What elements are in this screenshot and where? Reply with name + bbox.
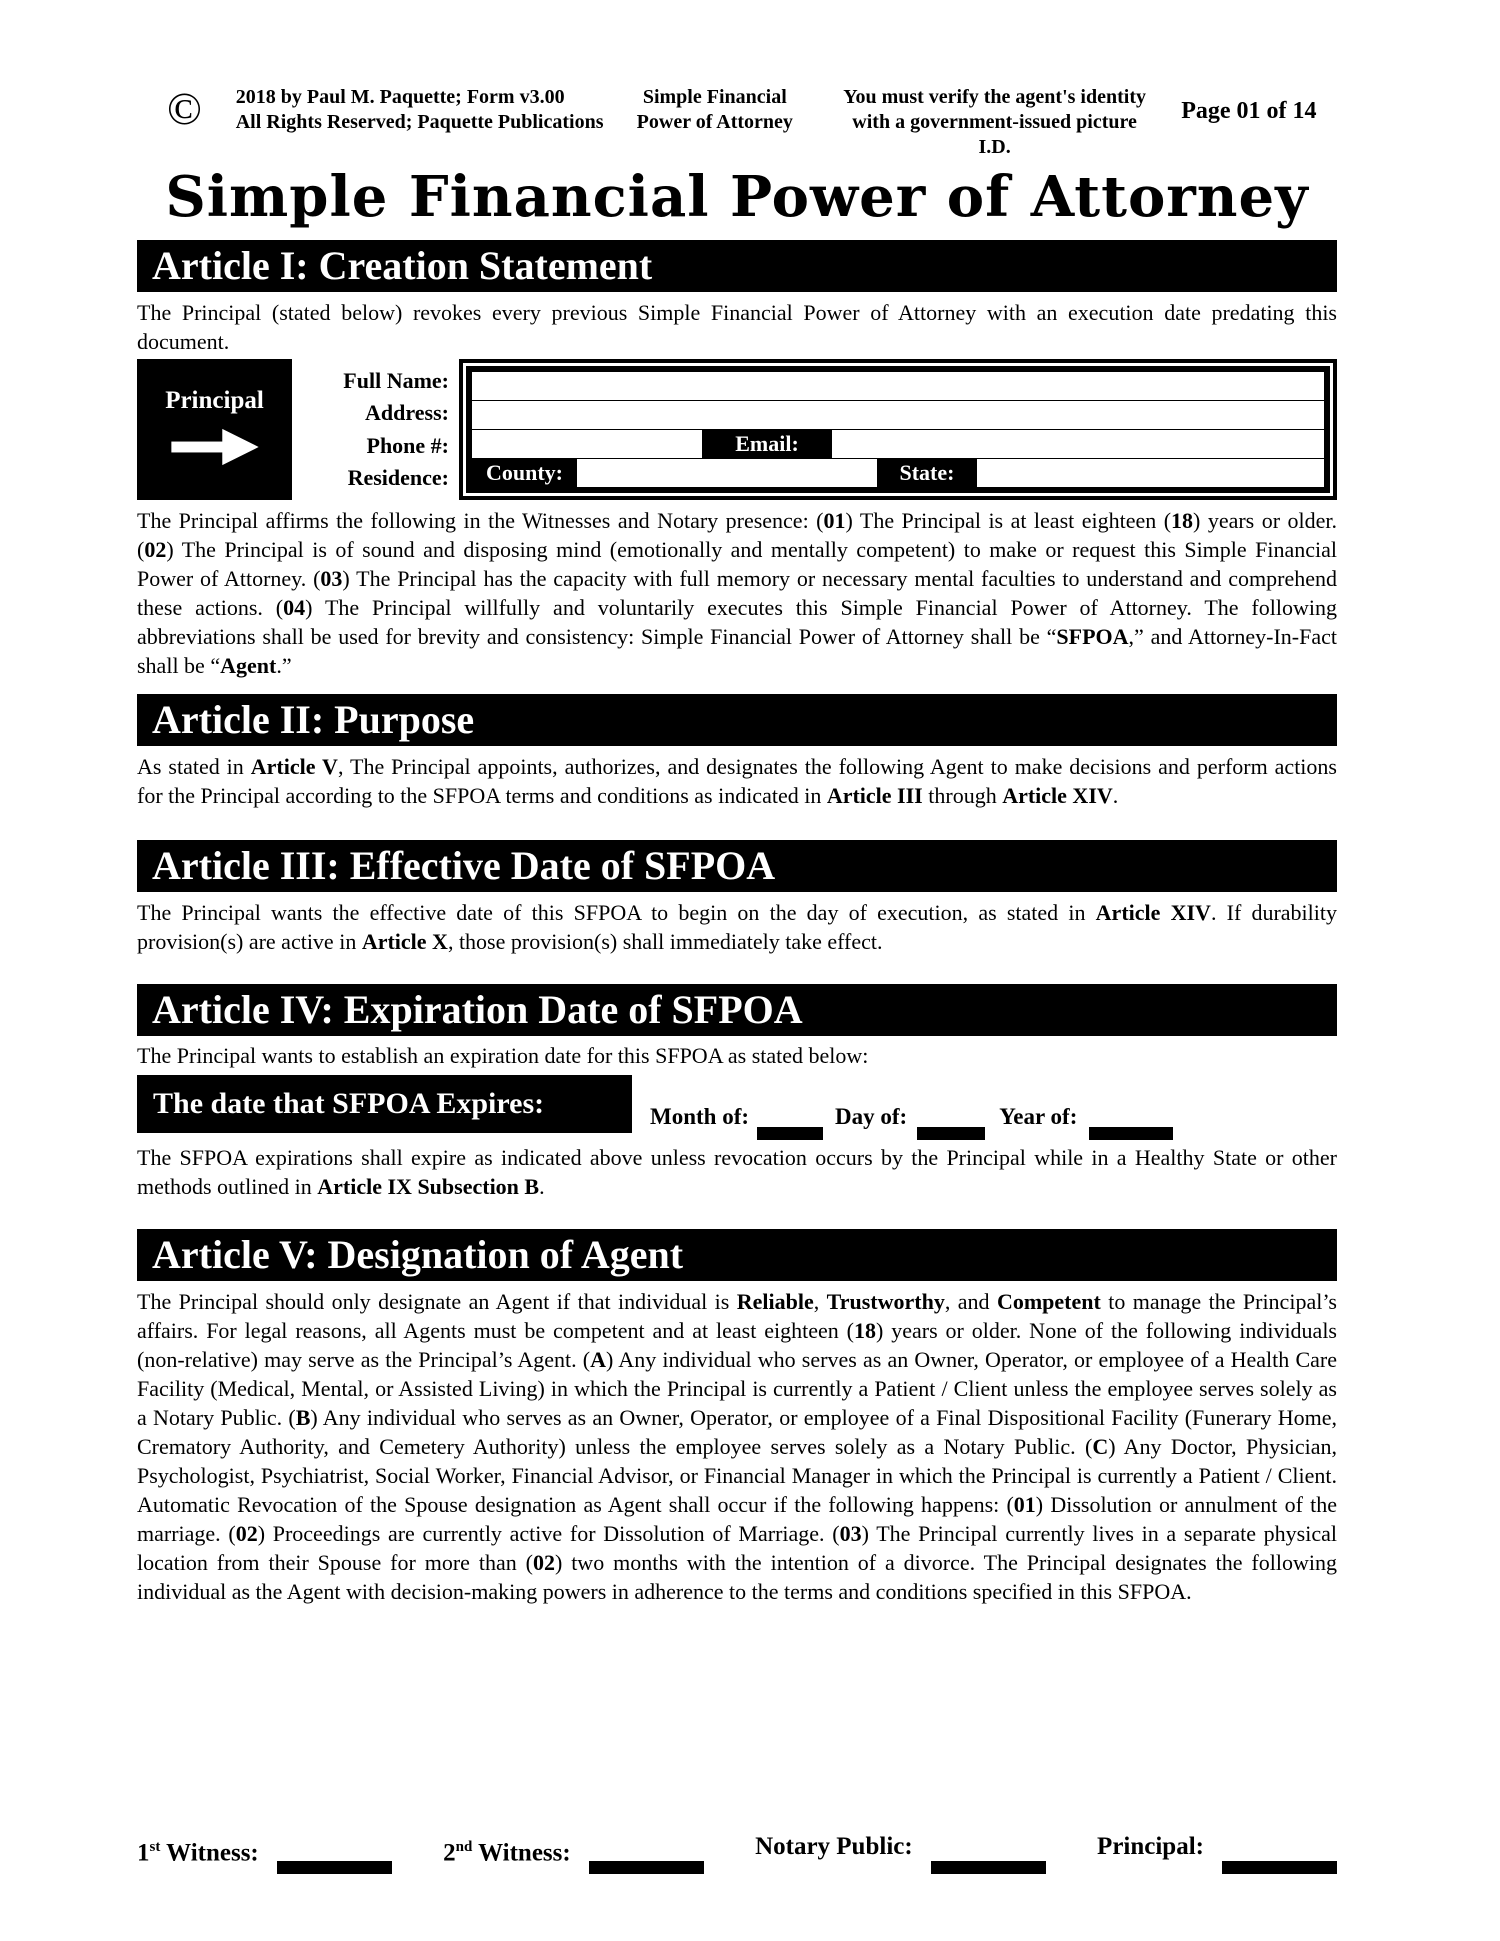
arrow-right-icon [169,427,261,472]
header-verify-line1: You must verify the agent's identity [843,86,1146,108]
document-title: Simple Financial Power of Attorney [165,164,1309,230]
article5-paragraph: The Principal should only designate an Agent if that individual is Reliable, Trustworthy, and Competent to manage the Principal’s affairs. For legal reasons, all Agents must be competent and at least eighteen (18) years or older. None of the following individuals (non-relative) may serve as the Principal’s Agent. (A) Any individual who serves as an Owner, Operator, or employee of a Health Care Facility (Medical, Mental, or Assisted Living) in which the Principal is currently a Patient / Client unless the employee serves solely as a Notary Public. (B) Any individual who serves as an Owner, Operator, or employee of a Final Dispositional Facility (Funerary Home, Crematory Authority, and Cemetery Authority) unless the employee serves solely as a Notary Public. (C) Any Doctor, Physician, Psychologist, Psychiatrist, Social Worker, Financial Advisor, or Financial Manager in which the Principal is currently a Patient / Client. Automatic Revocation of the Spouse designation as Agent shall occur if the following happens: (01) Dissolution or annulment of the marriage. (02) Proceedings are currently active for Dissolution of Marriage. (03) The Principal currently lives in a separate physical location from their Spouse for more than (02) two months with the intention of a divorce. The Principal designates the following individual as the Agent with decision-making powers in adherence to the terms and conditions specified in this SFPOA. [137,1289,1338,1604]
header-copyright-text [236,85,608,160]
email-label: Email: [735,431,799,456]
principal-signature-label: Principal: [1097,1833,1204,1860]
full-name-label: Full Name: [343,368,449,393]
month-of-label: Month of: [650,1104,750,1129]
residence-row [472,459,1324,487]
state-input[interactable] [977,459,1324,487]
witness1-signature-line[interactable] [277,1861,392,1874]
phone-label: Phone #: [366,432,449,458]
header-verify-notice [834,85,1155,160]
email-input[interactable] [832,430,1324,458]
witness2-signature-line[interactable] [589,1861,704,1874]
article3-heading: Article III: Effective Date of SFPOA [137,840,1337,892]
principal-side-label-box [137,359,292,500]
year-of-label: Year of: [999,1104,1078,1129]
page-number: Page 01 of 14 [1181,98,1317,124]
expiration-fields [650,1075,1337,1133]
witness2-signature-item [443,1832,704,1868]
principal-signature-line[interactable] [1222,1861,1337,1874]
principal-fields-box [459,359,1337,500]
article4-outro-paragraph: The SFPOA expirations shall expire as indicated above unless revocation occurs by the Principal while in a Healthy State or other methods outlined in Article IX Subsection B. [137,1145,1337,1199]
article4-heading: Article IV: Expiration Date of SFPOA [137,984,1337,1036]
full-name-input[interactable] [472,372,1324,400]
address-input[interactable] [472,401,1324,429]
article1-intro-paragraph: The Principal (stated below) revokes every previous Simple Financial Power of Attorney with an execution date predating this document. [137,300,1337,354]
article4-intro-paragraph: The Principal wants to establish an expiration date for this SFPOA as stated below: [137,1043,869,1068]
residence-label: Residence: [347,464,449,490]
address-label: Address: [365,400,449,426]
page-content [137,0,1337,1606]
principal-side-label: Principal [165,387,264,414]
article1-heading: Article I: Creation Statement [137,240,1337,292]
header-form-name [612,85,818,160]
phone-email-row [472,430,1324,458]
principal-field-labels [292,359,459,500]
day-of-label: Day of: [835,1104,908,1129]
page-header [137,85,1337,160]
header-form-name-line2: Power of Attorney [636,111,793,133]
principal-info-box [137,359,1337,500]
witness2-label: 2nd Witness: [443,1839,571,1867]
day-blank-line[interactable] [917,1127,985,1140]
header-verify-line2: with a government-issued picture I.D. [852,111,1137,158]
witness1-label: 1st Witness: [137,1839,259,1867]
header-copyright-line1: 2018 by Paul M. Paquette; Form v3.00 [235,86,565,108]
notary-signature-line[interactable] [931,1861,1046,1874]
witness1-signature-item [137,1832,392,1868]
header-copyright-line2: All Rights Reserved; Paquette Publications [235,111,604,133]
expiration-box-label: The date that SFPOA Expires: [137,1075,632,1133]
phone-input[interactable] [472,430,702,458]
notary-public-label: Notary Public: [755,1833,913,1860]
notary-signature-item [755,1832,1046,1868]
article3-paragraph: The Principal wants the effective date of this SFPOA to begin on the day of execution, as stated in Article XIV. If durability provision(s) are active in Article X, those provision(s) shall immediately take effect. [137,900,1338,954]
expiration-date-row [137,1075,1337,1133]
state-label: State: [899,460,955,485]
county-label: County: [486,460,564,485]
article1-affirmation-paragraph: The Principal affirms the following in the Witnesses and Notary presence: (01) The Principal is at least eighteen (18) years or older. (02) The Principal is of sound and disposing mind (emotionally and mentally competent) to make or request this Simple Financial Power of Attorney. (03) The Principal has the capacity with full memory or necessary mental faculties to understand and comprehend these actions. (04) The Principal willfully and voluntarily executes this Simple Financial Power of Attorney. The following abbreviations shall be used for brevity and consistency: Simple Financial Power of Attorney shall be “SFPOA,” and Attorney-In-Fact shall be “Agent.” [137,508,1337,678]
signature-footer [137,1832,1337,1868]
county-input[interactable] [577,459,877,487]
article2-heading: Article II: Purpose [137,694,1337,746]
copyright-icon: © [167,83,202,134]
principal-signature-item [1097,1832,1337,1868]
year-blank-line[interactable] [1089,1127,1173,1140]
header-form-name-line1: Simple Financial [642,86,787,108]
month-blank-line[interactable] [757,1127,823,1140]
article2-paragraph: As stated in Article V, The Principal appoints, authorizes, and designates the following Agent to make decisions and perform actions for the Principal according to the SFPOA terms and conditions as indicated in Article III through Article XIV. [137,754,1337,808]
article5-heading: Article V: Designation of Agent [137,1229,1337,1281]
